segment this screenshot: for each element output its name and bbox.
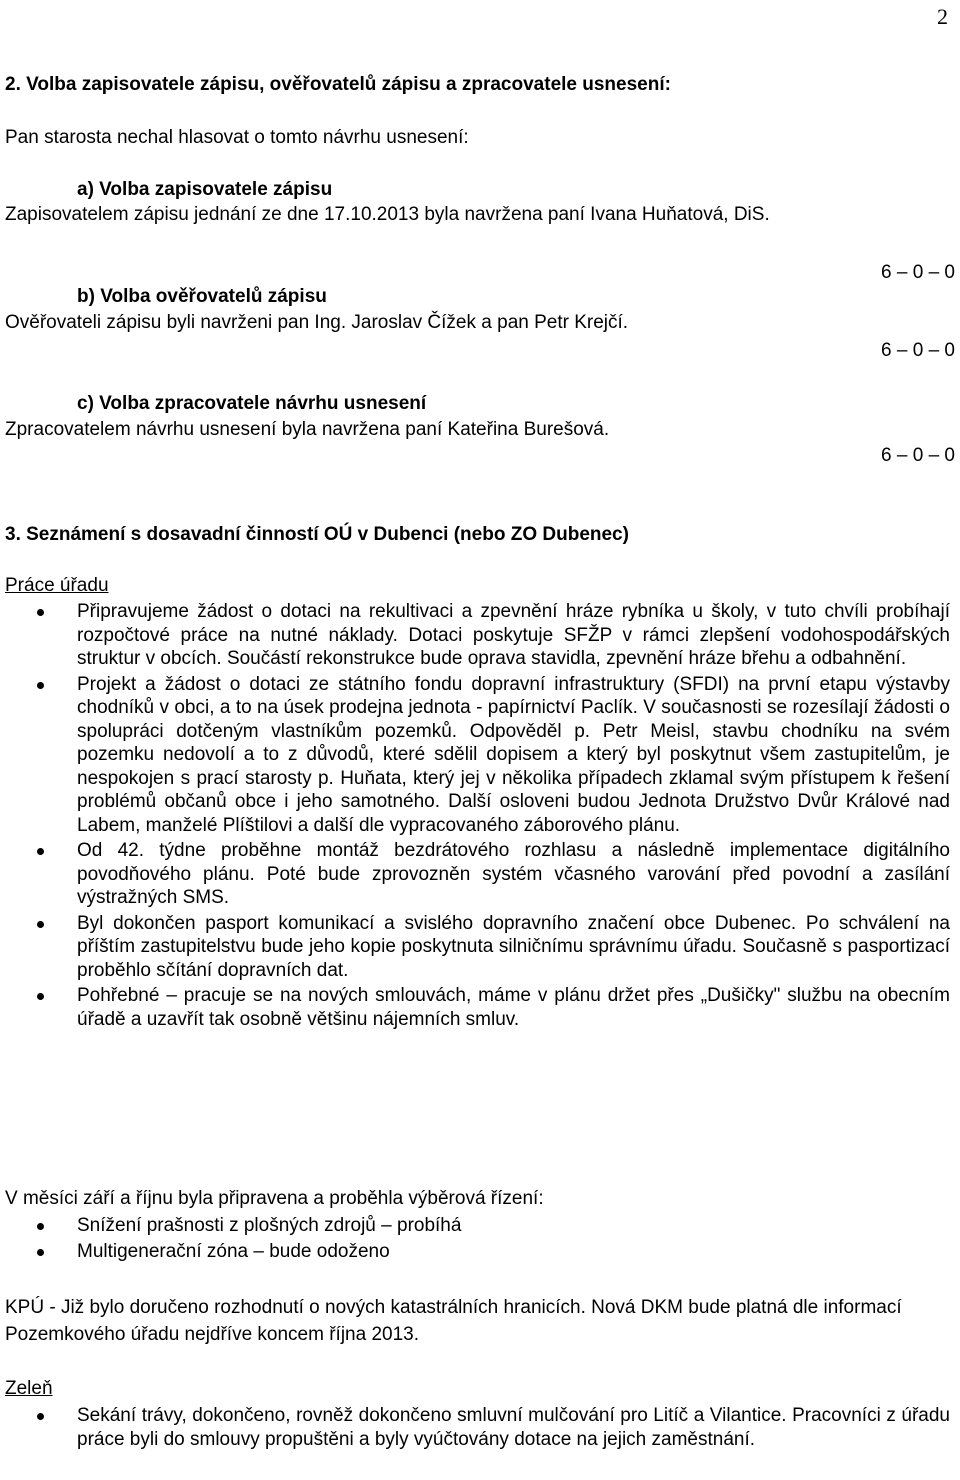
bullet-icon	[37, 993, 44, 1000]
zelen-list	[0, 1404, 950, 1453]
zelen-label: Zeleň	[5, 1378, 53, 1399]
bullet-icon	[37, 609, 44, 616]
bullet-icon	[37, 1249, 44, 1256]
item-b-title: b) Volba ověřovatelů zápisu	[77, 286, 327, 307]
item-a-text: Zapisovatelem zápisu jednání ze dne 17.10.2013 byla navržena paní Ivana Huňatová, DiS.	[5, 204, 770, 225]
item-a-title: a) Volba zapisovatele zápisu	[77, 179, 333, 200]
bullet-icon	[37, 848, 44, 855]
item-c-text: Zpracovatelem návrhu usnesení byla navržena paní Kateřina Burešová.	[5, 419, 610, 440]
prace-uradu-label: Práce úřadu	[5, 575, 109, 596]
list-item: Sekání trávy, dokončeno, rovněž dokončeno smluvní mulčování pro Litíč a Vilantice. Pracovníci z úřadu práce byli do smlouvy propuštěni a byly vyúčtovány dotace na jejich zaměstnání.	[0, 1404, 950, 1451]
list-item: Připravujeme žádost o dotaci na rekultivaci a zpevnění hráze rybníka u školy, v tuto chvíli probíhají rozpočtové práce na nutné náklady. Dotaci poskytuje SFŽP v rámci zlepšení vodohospodářských struktur v obcích. Součástí rekonstrukce bude oprava stavidla, zpevnění hráze břehu a odbahnění.	[0, 600, 950, 671]
prace-uradu-list	[0, 600, 950, 1033]
item-c-title: c) Volba zpracovatele návrhu usnesení	[77, 393, 427, 414]
list-item: Projekt a žádost o dotaci ze státního fondu dopravní infrastruktury (SFDI) na první etapu výstavby chodníků v obci, a to na úsek prodejna jednota - papírnictví Paclík. V současnosti se rozesílají žádosti o spolupráci dotčeným vlastníkům pozemků. Odpověděl p. Petr Meisl, stavbu chodníku na svém pozemku nedovolí a to z důvodů, které sdělil dopisem a který byl poskytnut všem zastupitelům, je nespokojen s prací starosty p. Huňata, který jej v několika případech zklamal svým přístupem k řešení problémů občanů obce i jeho samotného. Další osloveni budou Jednota Družstvo Dvůr Králové nad Labem, manželé Plíštilovi a další dle vypracovaného záborového plánu.	[0, 673, 950, 838]
vyberova-rizeni-intro: V měsíci září a říjnu byla připravena a proběhla výběrová řízení:	[5, 1188, 544, 1209]
kpu-paragraph: KPÚ - Již bylo doručeno rozhodnutí o nových katastrálních hranicích. Nová DKM bude platná dle informací Pozemkového úřadu nejdříve koncem října 2013.	[5, 1297, 902, 1345]
bullet-icon	[37, 921, 44, 928]
list-item: Multigenerační zóna – bude odoženo	[0, 1240, 950, 1264]
list-item: Byl dokončen pasport komunikací a svislého dopravního značení obce Dubenec. Po schválení na příštím zastupitelstvu bude jeho kopie poskytnuta silničnímu správnímu úřadu. Současně s pasportizací proběhlo sčítání dopravních dat.	[0, 912, 950, 983]
vyberova-rizeni-list	[0, 1214, 950, 1265]
page-number: 2	[937, 4, 948, 29]
vote-result-b: 6 – 0 – 0	[881, 340, 955, 361]
bullet-icon	[37, 1223, 44, 1230]
list-item: Od 42. týdne proběhne montáž bezdrátového rozhlasu a následně implementace digitálního povodňového plánu. Poté bude zprovozněn systém včasného varování před povodní a zasílání výstražných SMS.	[0, 839, 950, 910]
section-2-intro: Pan starosta nechal hlasovat o tomto návrhu usnesení:	[5, 127, 469, 148]
vote-result-c: 6 – 0 – 0	[881, 445, 955, 466]
bullet-icon	[37, 682, 44, 689]
section-3-heading: 3. Seznámení s dosavadní činností OÚ v Dubenci (nebo ZO Dubenec)	[5, 524, 629, 545]
list-item: Pohřebné – pracuje se na nových smlouvách, máme v plánu držet přes „Dušičky" službu na obecním úřadě a uzavřít tak osobně většinu nájemních smluv.	[0, 984, 950, 1031]
item-b-text: Ověřovateli zápisu byli navrženi pan Ing. Jaroslav Čížek a pan Petr Krejčí.	[5, 312, 629, 333]
list-item: Snížení prašnosti z plošných zdrojů – probíhá	[0, 1214, 950, 1238]
vote-result-a: 6 – 0 – 0	[881, 262, 955, 283]
bullet-icon	[37, 1413, 44, 1420]
section-2-heading: 2. Volba zapisovatele zápisu, ověřovatelů zápisu a zpracovatele usnesení:	[5, 74, 671, 95]
